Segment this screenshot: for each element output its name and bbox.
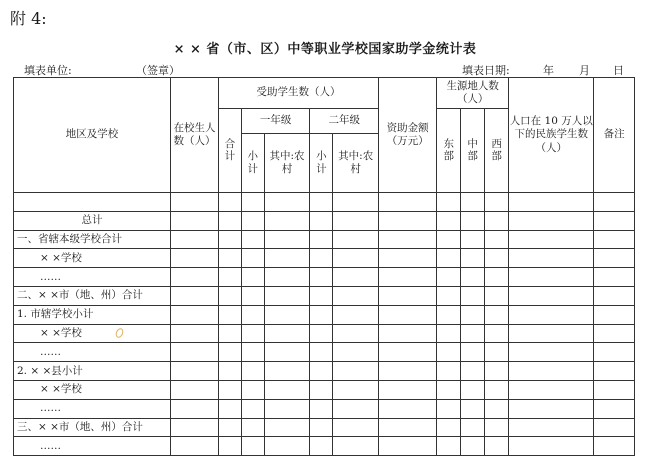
data-cell[interactable]: [310, 230, 333, 249]
data-cell[interactable]: [509, 268, 594, 287]
data-cell[interactable]: [333, 286, 379, 305]
data-cell[interactable]: [264, 437, 310, 456]
data-cell[interactable]: [461, 399, 485, 418]
data-cell[interactable]: [333, 249, 379, 268]
data-cell[interactable]: [594, 211, 635, 230]
data-cell[interactable]: [241, 286, 264, 305]
data-cell[interactable]: [594, 324, 635, 343]
data-cell[interactable]: [264, 380, 310, 399]
data-cell[interactable]: [461, 230, 485, 249]
data-cell[interactable]: [437, 399, 461, 418]
data-cell[interactable]: [218, 268, 241, 287]
data-cell[interactable]: [264, 211, 310, 230]
data-cell[interactable]: [437, 249, 461, 268]
row-label: ……: [14, 437, 171, 456]
data-cell[interactable]: [218, 286, 241, 305]
header-east: 东部: [443, 137, 454, 163]
data-cell[interactable]: [485, 211, 509, 230]
data-cell[interactable]: [241, 249, 264, 268]
header-minority: 人口在 10 万人以下的民族学生数（人）: [509, 78, 594, 193]
data-cell[interactable]: [264, 343, 310, 362]
data-cell[interactable]: [461, 211, 485, 230]
data-cell[interactable]: [437, 211, 461, 230]
data-cell[interactable]: [333, 437, 379, 456]
table-row: [14, 437, 635, 456]
data-cell[interactable]: [171, 362, 219, 381]
table-row: [14, 268, 635, 287]
data-cell[interactable]: [379, 362, 437, 381]
sign-label: （签章）: [136, 64, 180, 77]
data-cell[interactable]: [333, 305, 379, 324]
data-cell[interactable]: [509, 286, 594, 305]
data-cell[interactable]: [485, 437, 509, 456]
data-cell[interactable]: [264, 324, 310, 343]
data-cell[interactable]: [218, 211, 241, 230]
data-cell[interactable]: [461, 324, 485, 343]
header-west: 西部: [491, 137, 502, 163]
data-cell[interactable]: [218, 343, 241, 362]
data-cell[interactable]: [333, 380, 379, 399]
data-cell[interactable]: [241, 211, 264, 230]
data-cell[interactable]: [485, 399, 509, 418]
data-cell[interactable]: [461, 362, 485, 381]
data-cell[interactable]: [437, 305, 461, 324]
data-cell[interactable]: [171, 399, 219, 418]
data-cell[interactable]: [594, 418, 635, 437]
page-title: × × 省（市、区）中等职业学校国家助学金统计表: [173, 42, 477, 57]
data-cell[interactable]: [333, 230, 379, 249]
row-label: 1. 市辖学校小计: [14, 305, 171, 324]
row-label: × ×学校: [14, 249, 171, 268]
data-cell[interactable]: [241, 230, 264, 249]
data-cell[interactable]: [241, 305, 264, 324]
data-cell[interactable]: [594, 268, 635, 287]
data-cell[interactable]: [485, 343, 509, 362]
data-cell[interactable]: [310, 211, 333, 230]
data-cell[interactable]: [241, 437, 264, 456]
data-cell[interactable]: [509, 211, 594, 230]
row-label: ……: [14, 399, 171, 418]
table-row: [14, 211, 635, 230]
data-cell[interactable]: [437, 380, 461, 399]
data-cell[interactable]: [509, 343, 594, 362]
header-g1-subtotal: 小计: [247, 150, 258, 175]
data-cell[interactable]: [461, 305, 485, 324]
data-cell[interactable]: [333, 324, 379, 343]
data-cell[interactable]: [310, 399, 333, 418]
table-row: [14, 249, 635, 268]
data-cell[interactable]: [264, 399, 310, 418]
data-cell[interactable]: [379, 249, 437, 268]
data-cell[interactable]: [310, 362, 333, 381]
data-cell[interactable]: [437, 362, 461, 381]
data-cell[interactable]: [241, 418, 264, 437]
data-cell[interactable]: [461, 437, 485, 456]
statistics-table: [13, 77, 635, 456]
data-cell[interactable]: [171, 324, 219, 343]
data-cell[interactable]: [485, 362, 509, 381]
table-row: [14, 343, 635, 362]
header-total-cell: [218, 109, 241, 193]
year-label: 年: [543, 64, 554, 77]
data-cell[interactable]: [485, 268, 509, 287]
data-cell[interactable]: [241, 362, 264, 381]
header-g1-rural: 其中:农村: [264, 134, 310, 193]
data-cell[interactable]: [379, 324, 437, 343]
data-cell[interactable]: [241, 343, 264, 362]
data-cell[interactable]: [594, 193, 635, 212]
data-cell[interactable]: [379, 286, 437, 305]
data-cell[interactable]: [437, 268, 461, 287]
data-cell[interactable]: [171, 418, 219, 437]
data-cell[interactable]: [218, 230, 241, 249]
data-cell[interactable]: [379, 418, 437, 437]
data-cell[interactable]: [437, 286, 461, 305]
data-cell[interactable]: [333, 418, 379, 437]
row-label: 三、× ×市（地、州）合计: [14, 418, 171, 437]
data-cell[interactable]: [379, 399, 437, 418]
data-cell[interactable]: [241, 324, 264, 343]
row-label: 一、省辖本级学校合计: [14, 230, 171, 249]
data-cell[interactable]: [594, 249, 635, 268]
data-cell[interactable]: [264, 286, 310, 305]
data-cell[interactable]: [594, 399, 635, 418]
data-cell[interactable]: [437, 324, 461, 343]
row-label: × ×学校: [14, 324, 171, 343]
data-cell[interactable]: [461, 343, 485, 362]
data-cell[interactable]: [437, 418, 461, 437]
data-cell[interactable]: [333, 193, 379, 212]
data-cell[interactable]: [509, 249, 594, 268]
data-cell[interactable]: [171, 437, 219, 456]
data-cell[interactable]: [333, 399, 379, 418]
data-cell[interactable]: [379, 305, 437, 324]
header-central-cell: [461, 109, 485, 193]
table-row: [14, 324, 635, 343]
row-label: ……: [14, 343, 171, 362]
row-label: ……: [14, 268, 171, 287]
row-label: × ×学校: [14, 380, 171, 399]
header-amount: 资助金额（万元）: [379, 78, 437, 193]
data-cell[interactable]: [485, 286, 509, 305]
data-cell[interactable]: [310, 418, 333, 437]
data-cell[interactable]: [218, 437, 241, 456]
data-cell[interactable]: [461, 249, 485, 268]
data-cell[interactable]: [594, 230, 635, 249]
data-cell[interactable]: [509, 193, 594, 212]
table-row: [14, 380, 635, 399]
month-label: 月: [579, 64, 590, 77]
header-remarks: 备注: [594, 78, 635, 193]
data-cell[interactable]: [310, 343, 333, 362]
header-funded-students: 受助学生数（人）: [218, 78, 378, 109]
data-cell[interactable]: [171, 211, 219, 230]
data-cell[interactable]: [264, 268, 310, 287]
data-cell[interactable]: [594, 380, 635, 399]
data-cell[interactable]: [509, 230, 594, 249]
data-cell[interactable]: [461, 286, 485, 305]
data-cell[interactable]: [171, 230, 219, 249]
data-cell[interactable]: [171, 286, 219, 305]
data-cell[interactable]: [509, 362, 594, 381]
data-cell[interactable]: [171, 193, 219, 212]
data-cell[interactable]: [171, 249, 219, 268]
data-cell[interactable]: [171, 268, 219, 287]
data-cell[interactable]: [333, 211, 379, 230]
header-central: 中部: [467, 137, 478, 163]
data-cell[interactable]: [333, 268, 379, 287]
data-cell[interactable]: [594, 437, 635, 456]
data-cell[interactable]: [461, 380, 485, 399]
header-region-school: 地区及学校: [14, 78, 171, 193]
data-cell[interactable]: [218, 418, 241, 437]
data-cell[interactable]: [218, 399, 241, 418]
table-row: [14, 193, 635, 212]
data-cell[interactable]: [264, 418, 310, 437]
data-cell[interactable]: [509, 437, 594, 456]
data-cell[interactable]: [310, 305, 333, 324]
data-cell[interactable]: [310, 193, 333, 212]
data-cell[interactable]: [485, 249, 509, 268]
row-label: 2. × ×县小计: [14, 362, 171, 381]
row-label: [14, 193, 171, 212]
data-cell[interactable]: [310, 249, 333, 268]
fill-date-label: 填表日期:: [462, 64, 510, 77]
data-cell[interactable]: [241, 399, 264, 418]
data-cell[interactable]: [264, 249, 310, 268]
data-cell[interactable]: [171, 305, 219, 324]
data-cell[interactable]: [379, 380, 437, 399]
table-row: [14, 286, 635, 305]
header-west-cell: [485, 109, 509, 193]
data-cell[interactable]: [485, 380, 509, 399]
row-label: 总计: [14, 211, 171, 230]
data-cell[interactable]: [310, 268, 333, 287]
data-cell[interactable]: [485, 324, 509, 343]
data-cell[interactable]: [171, 343, 219, 362]
data-cell[interactable]: [218, 362, 241, 381]
data-cell[interactable]: [264, 193, 310, 212]
data-cell[interactable]: [509, 324, 594, 343]
data-cell[interactable]: [379, 230, 437, 249]
table-body: [14, 193, 635, 456]
data-cell[interactable]: [310, 437, 333, 456]
row-label: 二、× ×市（地、州）合计: [14, 286, 171, 305]
data-cell[interactable]: [437, 437, 461, 456]
data-cell[interactable]: [218, 193, 241, 212]
data-cell[interactable]: [218, 305, 241, 324]
data-cell[interactable]: [485, 193, 509, 212]
data-cell[interactable]: [437, 193, 461, 212]
data-cell[interactable]: [437, 230, 461, 249]
data-cell[interactable]: [461, 193, 485, 212]
data-cell[interactable]: [594, 362, 635, 381]
data-cell[interactable]: [485, 305, 509, 324]
data-cell[interactable]: [437, 343, 461, 362]
data-cell[interactable]: [218, 324, 241, 343]
header-source: 生源地人数（人）: [437, 78, 509, 109]
data-cell[interactable]: [310, 286, 333, 305]
data-cell[interactable]: [310, 324, 333, 343]
table-row: [14, 305, 635, 324]
table-row: [14, 399, 635, 418]
data-cell[interactable]: [171, 380, 219, 399]
data-cell[interactable]: [333, 343, 379, 362]
header-g2-rural: 其中:农村: [333, 134, 379, 193]
data-cell[interactable]: [310, 380, 333, 399]
data-cell[interactable]: [241, 268, 264, 287]
table-row: [14, 362, 635, 381]
header-east-cell: [437, 109, 461, 193]
data-cell[interactable]: [379, 268, 437, 287]
fill-unit-label: 填表单位:: [24, 64, 72, 77]
data-cell[interactable]: [594, 286, 635, 305]
data-cell[interactable]: [264, 362, 310, 381]
data-cell[interactable]: [461, 268, 485, 287]
data-cell[interactable]: [241, 380, 264, 399]
data-cell[interactable]: [485, 230, 509, 249]
data-cell[interactable]: [264, 230, 310, 249]
header-grade1: 一年级: [241, 109, 310, 134]
data-cell[interactable]: [333, 362, 379, 381]
day-label: 日: [613, 64, 624, 77]
data-cell[interactable]: [218, 249, 241, 268]
data-cell[interactable]: [379, 343, 437, 362]
data-cell[interactable]: [379, 211, 437, 230]
data-cell[interactable]: [264, 305, 310, 324]
header-g1-subtotal-cell: [241, 134, 264, 193]
data-cell[interactable]: [509, 399, 594, 418]
data-cell[interactable]: [485, 418, 509, 437]
table-row: [14, 230, 635, 249]
data-cell[interactable]: [509, 418, 594, 437]
header-grade2: 二年级: [310, 109, 379, 134]
header-total: 合计: [224, 137, 236, 163]
header-enrolled: 在校生人数（人）: [171, 78, 219, 193]
header-g2-subtotal: 小计: [316, 150, 327, 175]
data-cell[interactable]: [509, 305, 594, 324]
attachment-label: 附 4:: [10, 9, 47, 28]
data-cell[interactable]: [594, 305, 635, 324]
data-cell[interactable]: [594, 343, 635, 362]
data-cell[interactable]: [379, 437, 437, 456]
header-g2-subtotal-cell: [310, 134, 333, 193]
data-cell[interactable]: [218, 380, 241, 399]
table-row: [14, 418, 635, 437]
data-cell[interactable]: [241, 193, 264, 212]
data-cell[interactable]: [461, 418, 485, 437]
data-cell[interactable]: [379, 193, 437, 212]
data-cell[interactable]: [509, 380, 594, 399]
